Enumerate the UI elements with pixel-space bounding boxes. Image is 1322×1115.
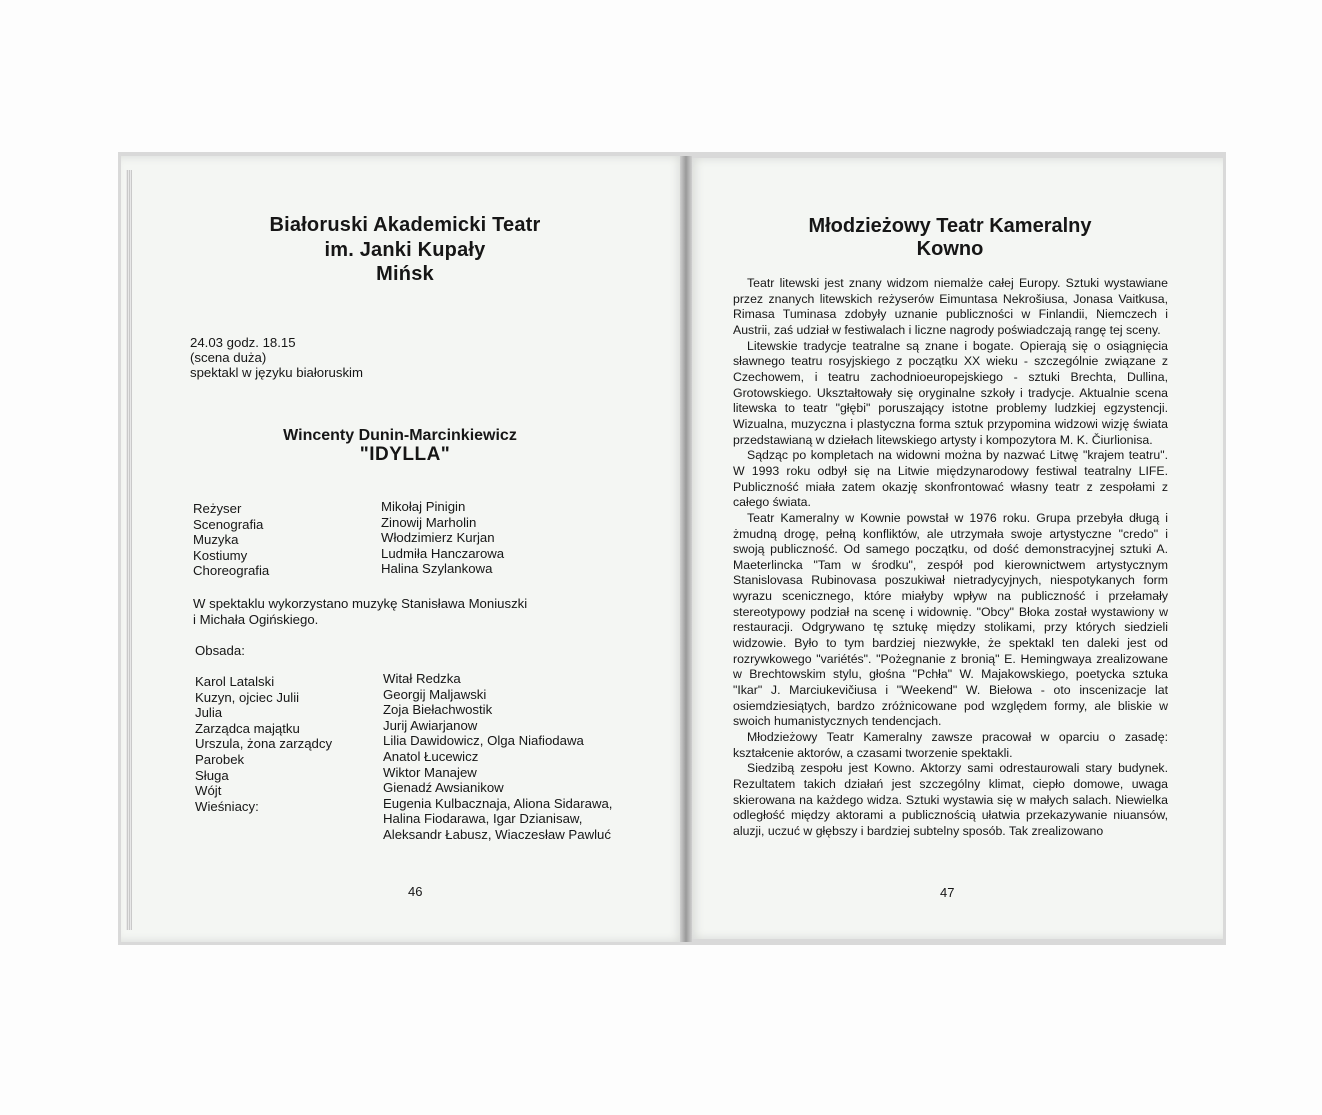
cast-actor: Zoja Biełachwostik bbox=[383, 702, 493, 718]
cast-actor: Georgij Maljawski bbox=[383, 686, 487, 702]
crew-role: Scenografia bbox=[193, 516, 264, 532]
performance-stage: (scena duża) bbox=[190, 350, 267, 365]
right-title-line-1: Młodzieżowy Teatr Kameralny bbox=[808, 215, 1092, 237]
cast-actor: Wiktor Manajew bbox=[383, 764, 477, 780]
cast-actor: Jurij Awiarjanow bbox=[383, 717, 478, 733]
cast-actor: Anatol Łucewicz bbox=[383, 748, 479, 764]
cast-actor: Eugenia Kulbacznaja, Aliona Sidarawa, bbox=[383, 795, 613, 811]
performance-language: spektakl w języku białoruskim bbox=[190, 365, 363, 380]
crew-role: Kostiumy bbox=[193, 547, 248, 563]
cast-role: Parobek bbox=[195, 751, 245, 767]
cast-role: Julia bbox=[195, 705, 223, 721]
crew-name: Zinowij Marholin bbox=[381, 514, 477, 530]
play-author: Wincenty Dunin-Marcinkiewicz bbox=[283, 427, 517, 444]
cast-actor: Halina Fiodarawa, Igar Dzianisaw, bbox=[383, 811, 583, 827]
cast-role: Kuzyn, ojciec Julii bbox=[195, 689, 300, 705]
article-paragraph: Litewskie tradycje teatralne są znane i bogate. Opierają się o osiągnięcia sławnego teatru rosyjskiego z początku XX wieku - szczególnie związane z Czechowem, i teatru zachodnioeuropejskiego - sztuki Brechta, Dullina, Grotowskiego. Ukształtowały się oryginalne szkoły i tradycje. Aktualnie scena litewska to teatr "głębi" poruszający istotne problemy ludzkiej egzystencji. Wizualna, muzyczna i plastyczna forma sztuk przypomina widzowi wizję świata przedstawianą w dziełach litewskiego artysty i kompozytora M. K. Čiurlionisa. bbox=[733, 338, 1168, 447]
music-note-line-2: i Michała Ogińskiego. bbox=[193, 612, 319, 627]
crew-role: Reżyser bbox=[193, 501, 242, 516]
page-edges bbox=[126, 170, 132, 930]
article-paragraph: Sądząc po kompletach na widowni można by nazwać Litwę "krajem teatru". W 1993 roku odbył się na Litwie międzynarodowy festiwal teatralny LIFE. Publiczność miała zatem okazję skonfrontować własny teatr z zespołami z całego świata. bbox=[733, 448, 1168, 510]
cast-role: Zarządca majątku bbox=[195, 720, 300, 736]
cast-actor: Aleksandr Łabusz, Wiaczesław Pawluć bbox=[383, 826, 611, 842]
article-body bbox=[733, 276, 1168, 840]
cast-label: Obsada: bbox=[195, 643, 245, 658]
article-paragraph: Młodzieżowy Teatr Kameralny zawsze pracował w oparciu o zasadę: kształcenie aktorów, a czasami tworzenie spektakli. bbox=[733, 730, 1168, 760]
performance-date: 24.03 godz. 18.15 bbox=[190, 335, 296, 350]
cast-role: Karol Latalski bbox=[195, 674, 275, 689]
right-title-line-2: Kowno bbox=[916, 238, 984, 260]
crew-name: Ludmiła Hanczarowa bbox=[381, 545, 505, 561]
crew-name: Halina Szylankowa bbox=[381, 561, 493, 577]
book-gutter bbox=[680, 156, 692, 942]
crew-name: Włodzimierz Kurjan bbox=[381, 530, 495, 546]
cast-roles bbox=[195, 674, 332, 814]
crew-name: Mikołaj Pinigin bbox=[381, 499, 466, 514]
crew-roles bbox=[193, 501, 269, 579]
cast-actor: Gienadź Awsianikow bbox=[383, 780, 504, 796]
left-page-number: 46 bbox=[408, 884, 423, 899]
crew-names bbox=[381, 499, 504, 577]
article-paragraph: Teatr litewski jest znany widzom niemalże całej Europy. Sztuki wystawiane przez znanych litewskich reżyserów Eimuntasa Nekrošiusa, Jonasa Vaitkusa, Rimasa Tuminasa zdobyły uznanie publiczności w Finlandii, Niemczech i Austrii, zaś udział w festiwalach i liczne nagrody poświadczają rangę tej sceny. bbox=[733, 276, 1168, 337]
cast-role: Urszula, żona zarządcy bbox=[195, 736, 333, 752]
music-note-line-1: W spektaklu wykorzystano muzykę Stanisława Moniuszki bbox=[193, 596, 528, 611]
article-paragraph: Teatr Kameralny w Kownie powstał w 1976 roku. Grupa przebyła długą i żmudną drogę, pełną konfliktów, ale utrzymała swoje artystyczne "credo" i swoją publiczność. Od samego początku, od dość demonstracyjnej sztuki A. Maeterlincka "Tam w środku", zespół pod kierownictwem artystycznym Stanislovasa Rubinovasa poszukiwał nietradycyjnych, niespotykanych form wyrazu scenicznego, które miałyby wpływ na publiczność i przełamały stereotypowy podział na scenę i widownię. "Obcy" Błoka został wystawiony w restauracji. Odgrywano tę sztukę między stolikami, przy których siedzieli widzowie. Było to tym bardziej niezwykłe, że spektakl ten daleki jest od rozrywkowego "variétés". "Pożegnanie z bronią" E. Hemingwaya zrealizowane w Brechtowskim stylu, głośna "Pchła" W. Majakowskiego, poetycka sztuka "Ikar" J. Marciukevičiusa i "Weekend" W. Biełowa - oto inscenizacje lat osiemdziesiątych, bardzo zróżnicowane pod względem formy, ale bliskie w swoich humanistycznych tendencjach. bbox=[733, 510, 1168, 729]
cast-role: Wójt bbox=[195, 783, 222, 799]
left-title-line-3: Mińsk bbox=[376, 263, 434, 285]
cast-actor: Lilia Dawidowicz, Olga Niafiodawa bbox=[383, 733, 584, 749]
left-title-line-2: im. Janki Kupały bbox=[324, 239, 486, 261]
cast-actors bbox=[383, 671, 612, 843]
play-title: "IDYLLA" bbox=[359, 444, 451, 465]
crew-role: Muzyka bbox=[193, 532, 239, 548]
left-title-line-1: Białoruski Akademicki Teatr bbox=[269, 214, 541, 236]
article-paragraph: Siedzibą zespołu jest Kowno. Aktorzy sami odrestaurowali stary budynek. Rezultatem takich działań jest szczególny klimat, ciepło domowe, uwaga skierowana na każdego widza. Sztuki wystawia się w małych salach. Niewielka odległość między aktorami a publicznością ułatwia przekazywanie niuansów, aluzji, uczuć w głębszy i bardziej subtelny sposób. Tak zrealizowano bbox=[733, 761, 1168, 838]
cast-role: Sługa bbox=[195, 767, 229, 783]
cast-actor: Witał Redzka bbox=[383, 671, 461, 686]
crew-role: Choreografia bbox=[193, 563, 270, 579]
right-page-number: 47 bbox=[940, 885, 955, 900]
cast-role: Wieśniacy: bbox=[195, 798, 259, 814]
